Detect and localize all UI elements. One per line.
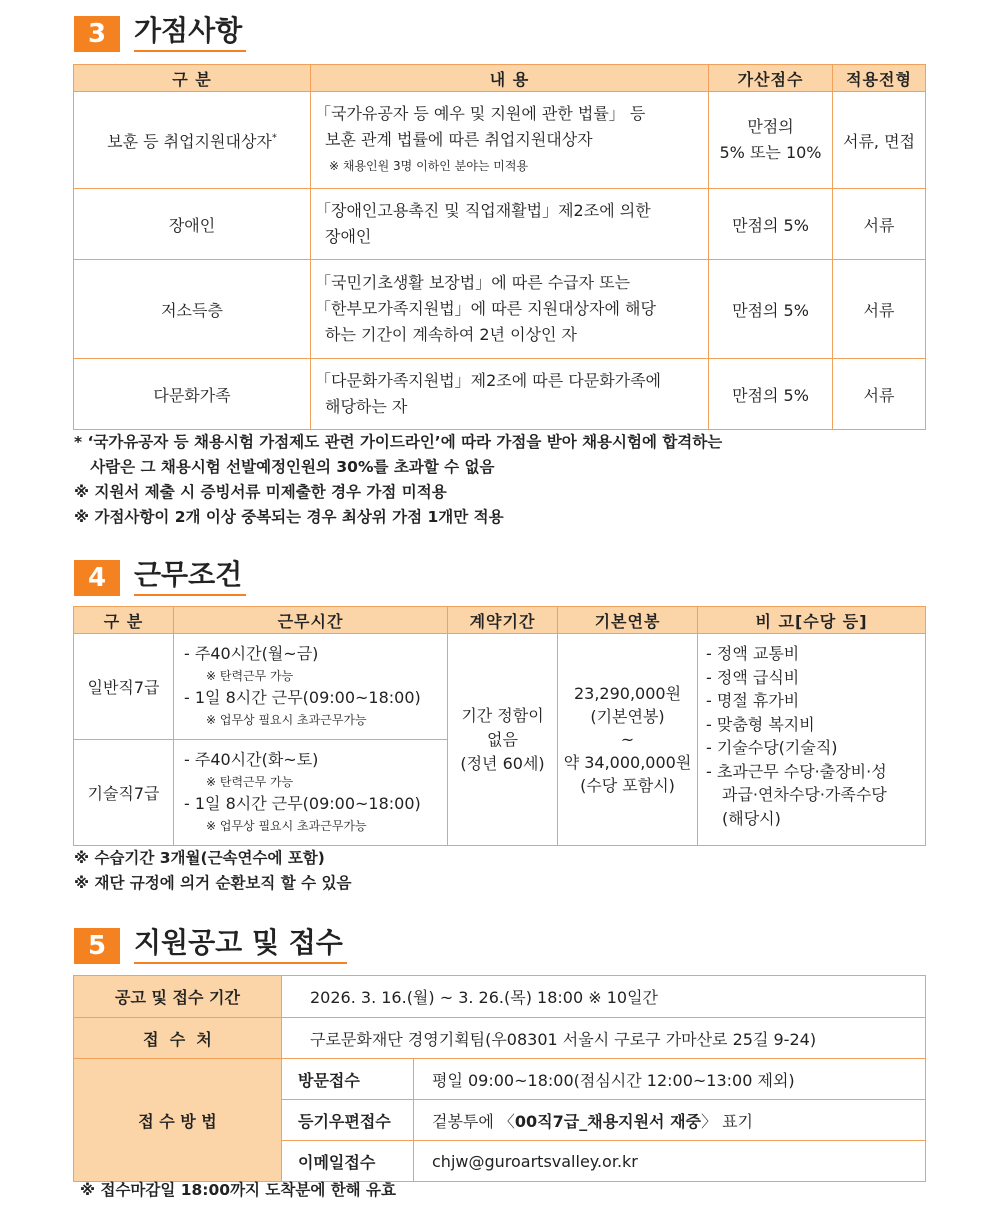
method-mail-label: 등기우편접수 (282, 1100, 414, 1141)
note-line: ※ 지원서 제출 시 증빙서류 미제출한 경우 가점 미적용 (74, 483, 447, 501)
note-line: ※ 접수마감일 18:00까지 도착분에 한해 유효 (80, 1181, 396, 1199)
row-note: ※ 채용인원 3명 이하인 분야는 미적용 (329, 159, 529, 173)
note-line: * ‘국가유공자 등 채용시험 가점제도 관련 가이드라인’에 따라 가점을 받아 채용시험에 합격하는 (74, 433, 723, 451)
section-4-title (74, 558, 246, 596)
bonus-table (73, 64, 926, 430)
section-heading: 지원공고 및 접수 (134, 926, 347, 964)
row-score: 만점의 5% 또는 10% (709, 92, 833, 189)
section-heading: 근무조건 (134, 558, 246, 596)
row-hours: - 주40시간(월~금) ※ 탄력근무 가능 - 1일 8시간 근무(09:00~18:00) ※ 업무상 필요시 초과근무가능 (174, 634, 448, 740)
header-type: 적용전형 (833, 65, 926, 92)
work-notes (74, 846, 351, 896)
table-row (74, 976, 926, 1018)
table-row (74, 1059, 926, 1100)
apply-note (80, 1178, 396, 1203)
row-score: 만점의 5% (709, 359, 833, 430)
row-type: 서류 (833, 359, 926, 430)
note-line: ※ 재단 규정에 의거 순환보직 할 수 있음 (74, 874, 352, 892)
period-label: 공고 및 접수 기간 (74, 976, 282, 1018)
table-header-row (74, 607, 926, 634)
row-category: 보훈 등 취업지원대상자* (74, 92, 311, 189)
note-line: ※ 수습기간 3개월(근속연수에 포함) (74, 849, 325, 867)
table-row (74, 359, 926, 430)
row-category: 장애인 (74, 189, 311, 260)
method-email-label: 이메일접수 (282, 1141, 414, 1182)
table-row (74, 1018, 926, 1059)
section-number: 4 (74, 560, 120, 596)
method-visit-value: 평일 09:00~18:00(점심시간 12:00~13:00 제외) (414, 1059, 926, 1100)
header-content: 내 용 (311, 65, 709, 92)
work-table (73, 606, 926, 846)
row-content: 「다문화가족지원법」제2조에 따른 다문화가족에 해당하는 자 (311, 359, 709, 430)
section-number: 3 (74, 16, 120, 52)
place-label: 접 수 처 (74, 1018, 282, 1059)
method-label: 접 수 방 법 (74, 1059, 282, 1182)
row-score: 만점의 5% (709, 260, 833, 359)
method-mail-value: 겉봉투에 〈00직7급_채용지원서 재중〉 표기 (414, 1100, 926, 1141)
row-content: 「국민기초생활 보장법」에 따른 수급자 또는 「한부모가족지원법」에 따른 지원대상자에 해당 하는 기간이 계속하여 2년 이상인 자 (311, 260, 709, 359)
header-score: 가산점수 (709, 65, 833, 92)
header-category: 구 분 (74, 65, 311, 92)
row-content: 「국가유공자 등 예우 및 지원에 관한 법률」 등 보훈 관계 법률에 따른 취업지원대상자 ※ 채용인원 3명 이하인 분야는 미적용 (311, 92, 709, 189)
base-salary: 23,290,000원 (기본연봉) ~ 약 34,000,000원 (수당 포함시) (558, 634, 698, 846)
table-row (74, 92, 926, 189)
table-row (74, 634, 926, 740)
note-line: 사람은 그 채용시험 선발예정인원의 30%를 초과할 수 없음 (74, 458, 495, 476)
row-category: 저소득층 (74, 260, 311, 359)
note-line: ※ 가점사항이 2개 이상 중복되는 경우 최상위 가점 1개만 적용 (74, 508, 504, 526)
section-3-title (74, 14, 246, 52)
header-remarks: 비 고[수당 등] (698, 607, 926, 634)
row-type: 서류 (833, 189, 926, 260)
row-score: 만점의 5% (709, 189, 833, 260)
contract-period: 기간 정함이 없음 (정년 60세) (448, 634, 558, 846)
row-category: 기술직7급 (74, 740, 174, 846)
place-value: 구로문화재단 경영기획팀(우08301 서울시 구로구 가마산로 25길 9-24) (282, 1018, 926, 1059)
row-type: 서류, 면접 (833, 92, 926, 189)
section-heading: 가점사항 (134, 14, 246, 52)
table-row (74, 260, 926, 359)
row-content: 「장애인고용촉진 및 직업재활법」제2조에 의한 장애인 (311, 189, 709, 260)
row-type: 서류 (833, 260, 926, 359)
header-hours: 근무시간 (174, 607, 448, 634)
header-contract: 계약기간 (448, 607, 558, 634)
table-row (74, 189, 926, 260)
apply-table (73, 975, 926, 1182)
row-category: 다문화가족 (74, 359, 311, 430)
table-header-row (74, 65, 926, 92)
section-5-title (74, 926, 347, 964)
header-salary: 기본연봉 (558, 607, 698, 634)
method-visit-label: 방문접수 (282, 1059, 414, 1100)
row-category: 일반직7급 (74, 634, 174, 740)
bonus-notes (74, 430, 722, 530)
header-category: 구 분 (74, 607, 174, 634)
remarks: - 정액 교통비 - 정액 급식비 - 명절 휴가비 - 맞춤형 복지비 - 기술수당(기술직) - 초과근무 수당·출장비·성 과급·연차수당·가족수당 (해당시) (698, 634, 926, 846)
row-hours: - 주40시간(화~토) ※ 탄력근무 가능 - 1일 8시간 근무(09:00~18:00) ※ 업무상 필요시 초과근무가능 (174, 740, 448, 846)
method-email-value: chjw@guroartsvalley.or.kr (414, 1141, 926, 1182)
section-number: 5 (74, 928, 120, 964)
period-value: 2026. 3. 16.(월) ~ 3. 26.(목) 18:00 ※ 10일간 (282, 976, 926, 1018)
